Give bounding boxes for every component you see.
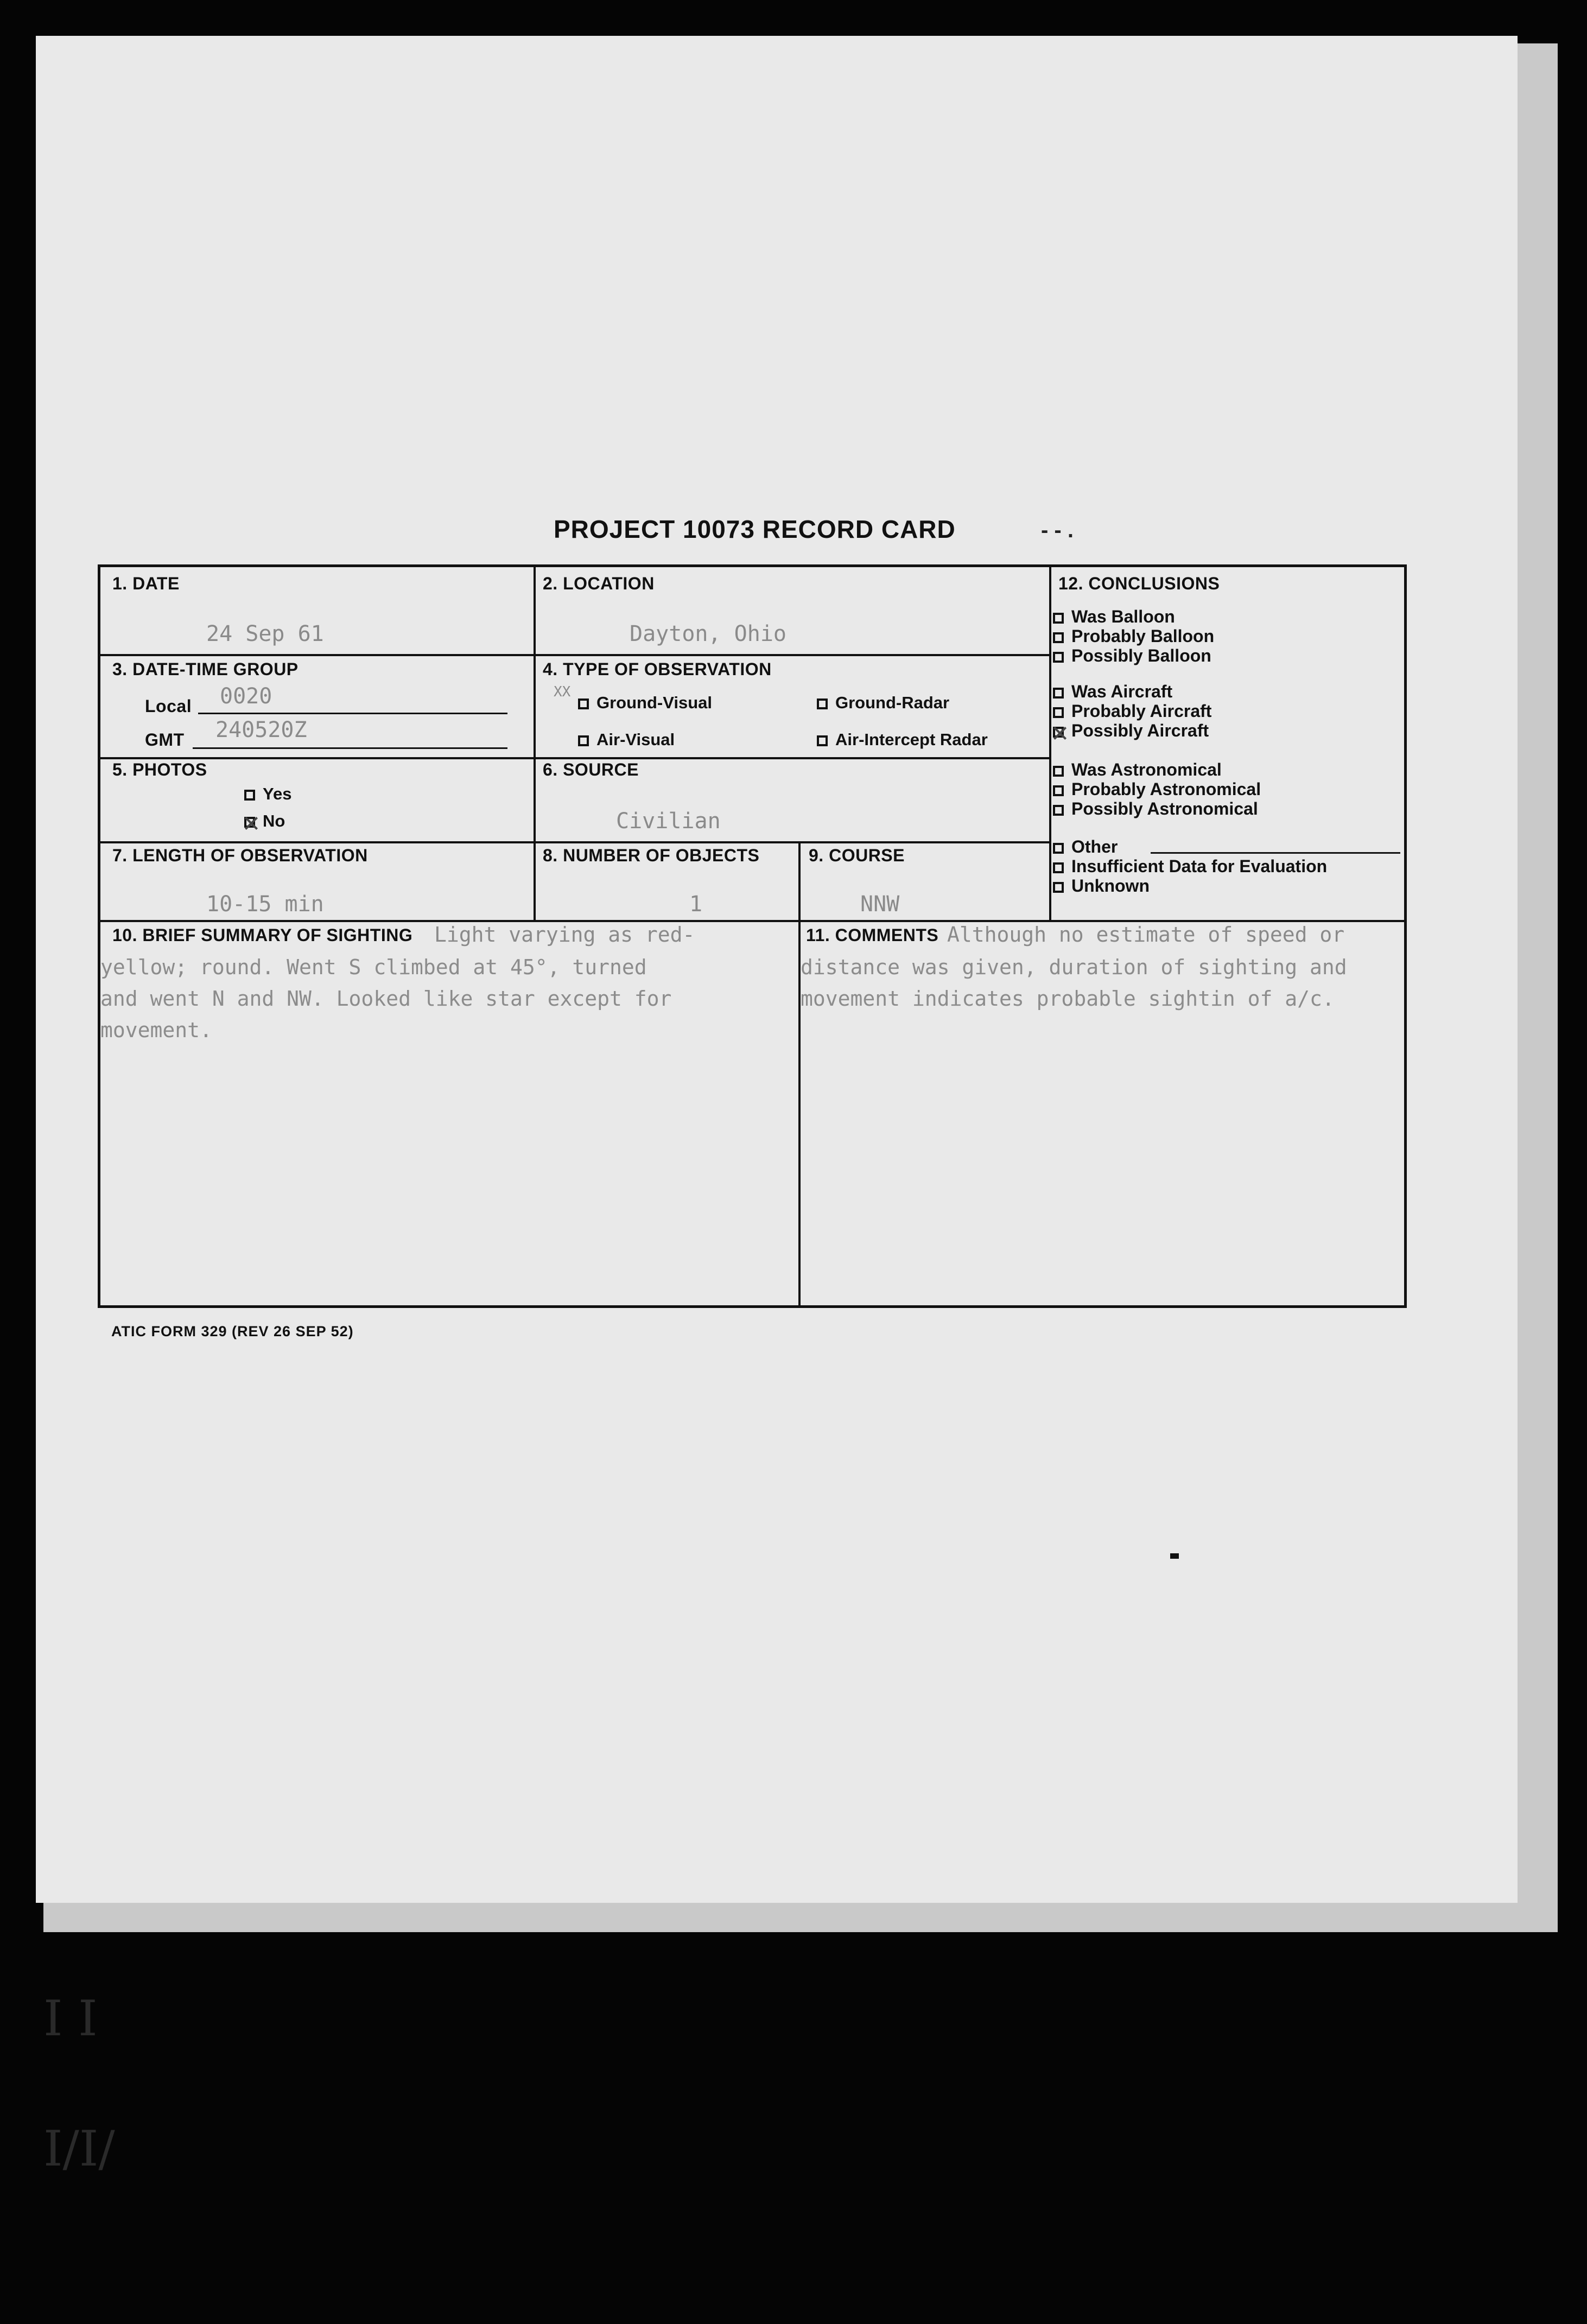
checkbox-icon <box>1053 785 1064 796</box>
dtg-local-label: Local <box>145 696 192 716</box>
photos-no[interactable]: No <box>244 811 285 831</box>
concl-possibly-astronomical[interactable]: Possibly Astronomical <box>1053 799 1258 818</box>
checkbox-icon <box>1053 652 1064 663</box>
card-title: PROJECT 10073 RECORD CARD <box>554 515 956 543</box>
source-label: 6. SOURCE <box>543 760 639 779</box>
summary-line1: Light varying as red- <box>434 923 695 947</box>
concl-other-line <box>1151 852 1400 854</box>
checked-box-icon <box>1053 727 1064 738</box>
comments-label: 11. COMMENTS <box>806 925 939 945</box>
objects-value: 1 <box>689 892 703 917</box>
checkbox-icon <box>1053 688 1064 699</box>
checkbox-icon <box>817 699 828 709</box>
concl-probably-aircraft[interactable]: Probably Aircraft <box>1053 701 1211 721</box>
checkbox-icon <box>578 735 589 746</box>
checkbox-icon <box>817 735 828 746</box>
dtg-gmt-label: GMT <box>145 730 185 750</box>
observation-type-label: 4. TYPE OF OBSERVATION <box>543 659 772 679</box>
concl-was-balloon[interactable]: Was Balloon <box>1053 607 1175 626</box>
dtg-local-value: 0020 <box>220 684 272 709</box>
concl-other[interactable]: Other <box>1053 837 1118 856</box>
concl-unknown[interactable]: Unknown <box>1053 876 1150 896</box>
observation-type-mark: XX <box>554 684 571 700</box>
col-divider-left <box>534 567 536 920</box>
location-value: Dayton, Ohio <box>630 621 786 646</box>
concl-possibly-aircraft[interactable]: Possibly Aircraft <box>1053 721 1209 740</box>
row-line-3 <box>100 841 1051 843</box>
checked-box-icon <box>244 817 255 828</box>
concl-was-aircraft[interactable]: Was Aircraft <box>1053 682 1172 701</box>
date-value: 24 Sep 61 <box>206 621 324 646</box>
form-footer: ATIC FORM 329 (REV 26 SEP 52) <box>111 1323 354 1339</box>
checkbox-icon <box>1053 882 1064 893</box>
concl-was-astronomical[interactable]: Was Astronomical <box>1053 760 1222 779</box>
checkbox-icon <box>1053 843 1064 854</box>
dtg-gmt-line <box>193 747 507 749</box>
margin-ghost-marks: I I I/I/ <box>43 1990 115 2177</box>
comments-line1: Although no estimate of speed or <box>947 923 1345 947</box>
course-label: 9. COURSE <box>809 846 905 865</box>
row-line-2 <box>100 757 1051 759</box>
option-air-intercept-radar[interactable]: Air-Intercept Radar <box>817 730 988 750</box>
objects-label: 8. NUMBER OF OBJECTS <box>543 846 760 865</box>
option-air-visual[interactable]: Air-Visual <box>578 730 675 750</box>
conclusions-label: 12. CONCLUSIONS <box>1058 574 1220 593</box>
record-card <box>98 564 1407 1308</box>
photos-yes[interactable]: Yes <box>244 784 291 804</box>
concl-probably-astronomical[interactable]: Probably Astronomical <box>1053 779 1261 799</box>
date-label: 1. DATE <box>112 574 180 593</box>
dtg-local-line <box>198 713 507 714</box>
checkbox-icon <box>1053 766 1064 777</box>
concl-insufficient[interactable]: Insufficient Data for Evaluation <box>1053 856 1327 876</box>
summary-label: 10. BRIEF SUMMARY OF SIGHTING <box>112 925 413 945</box>
source-value: Civilian <box>616 809 721 834</box>
concl-probably-balloon[interactable]: Probably Balloon <box>1053 626 1214 646</box>
dtg-gmt-value: 240520Z <box>215 717 307 742</box>
summary-text: yellow; round. Went S climbed at 45°, turned and went N and NW. Looked like star except for movement. <box>100 955 672 1042</box>
comments-text: distance was given, duration of sighting and movement indicates probable sightin of a/c. <box>801 955 1347 1011</box>
checkbox-icon <box>1053 707 1064 718</box>
row-line-4 <box>100 920 1406 922</box>
checkbox-icon <box>244 790 255 801</box>
checkbox-icon <box>578 699 589 709</box>
col-divider-conclusions <box>1049 567 1051 920</box>
length-value: 10-15 min <box>206 892 324 917</box>
concl-possibly-balloon[interactable]: Possibly Balloon <box>1053 646 1211 665</box>
option-ground-radar[interactable]: Ground-Radar <box>817 693 949 713</box>
dtg-label: 3. DATE-TIME GROUP <box>112 659 299 679</box>
checkbox-icon <box>1053 862 1064 873</box>
course-value: NNW <box>860 892 900 917</box>
checkbox-icon <box>1053 632 1064 643</box>
location-label: 2. LOCATION <box>543 574 655 593</box>
scan-speck <box>1170 1553 1179 1559</box>
option-ground-visual[interactable]: Ground-Visual <box>578 693 712 713</box>
row-line-1 <box>100 654 1051 656</box>
checkbox-icon <box>1053 613 1064 624</box>
photos-label: 5. PHOTOS <box>112 760 207 779</box>
checkbox-icon <box>1053 805 1064 816</box>
col-divider-course <box>798 841 801 920</box>
length-label: 7. LENGTH OF OBSERVATION <box>112 846 368 865</box>
title-marks: - - . <box>1041 518 1074 542</box>
